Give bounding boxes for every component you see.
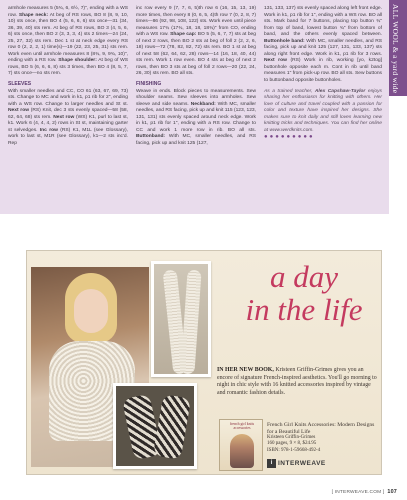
tagline-lead: IN HER NEW BOOK, [217,367,274,373]
col3-text-a: 131, 133, 137) sts evenly spaced along left front edge. Work in k1, p1 rib for 1", ending with a WS row. BO all sts. Mark band for 7 buttons, placing top button ¾" from top of band, lowest button ¾" from bottom of band, and the others evenly spaced between. [264,6,382,38]
shape-neck-label: Shape neck: [18,12,49,18]
note-intro: As a trained teacher, [264,88,315,94]
inc-row-label: Inc row [39,127,58,133]
column-3 [264,6,382,141]
book-pages-price: 160 pages, 9 × 8, $24.95 [267,441,317,447]
page-footer [332,489,397,495]
col2-text-a: inc row every 9 (7, 7, 6, 5)th row 6 (16, 15, 13, 19) more times, then every 8 (0, 6, 5, 4)th row 7 (0, 2, 8, 7) times—86 (92, 98, 108, 122) sts. Work even until piece measures 17¾ (17¾, 18, 18, 18¾)" from CO, ending with a WS row. [136,6,256,38]
book-cover-title: french girl knits accessories [229,422,255,431]
shape-shoulder-label: Shape shoulder: [58,58,97,64]
pattern-panel [0,0,389,214]
note-body: enjoys sharing her enthusiasm for knitting with others. Her love of culture and travel coupled with a passion for color and texture have inspired her designs. She makes sure to knit daily and still loves learning new knitting tricks and techniques. You can find her online at www.werdknits.com. [264,88,382,133]
book-author: Kristeen Griffin-Grimes [267,435,316,441]
col2-para2 [136,89,256,148]
publisher-logo[interactable] [267,459,326,468]
col1-text-e: (RS) Knit, dec 3 sts evenly spaced—58 (58, 62, 64, 68) sts rem. [8,108,128,120]
mitts-photo [113,383,197,469]
book-cover-image[interactable] [219,419,263,471]
col1-text-a: armhole measures 5 (5¾, 6, 6½, 7)", ending with a WS row. [8,6,128,18]
col2-para1 [136,6,256,78]
col2-text-d: With MC, smaller needles, and RS facing, pick up and knit 115 (123, 123, 131, 131) sts evenly spaced around neck edge. Work in k1, p1 rib for 1", ending with a RS row. Change to CC and work 1 more row in rib. BO all sts. [136,101,256,133]
side-tab-label: ALL WOOL & a yard wide [391,4,400,94]
buttonhole-band-label: Buttonhole band: [264,38,305,44]
next-row-label-2: Next row [53,114,75,120]
book-advertisement[interactable] [26,250,382,475]
col1-text-g: (RS) K1, M1L (see Glossary), work to last st, M1R (see Glossary), k1—2 sts inc'd. Rep [8,127,128,146]
ad-tagline [217,367,377,397]
decorative-dots: ●●●●●●●●● [264,134,315,141]
col1-para1 [8,6,128,78]
neckband-label: Neckband: [190,101,216,107]
book-isbn: ISBN: 978-1-59668-492-4 [267,447,321,453]
col2-text-e: With MC, smaller needles, and RS facing, pick up and knit 125 (127, [136,134,256,146]
publisher-name: INTERWEAVE [278,460,326,467]
col2-text-c: Weave in ends. Block pieces to measurements. Sew shoulder seams. Sew sleeves into armholes. Sew sleeve and side seams. [136,88,256,107]
ad-title [231,261,377,327]
shape-cap-label: Shape cap: [170,32,197,38]
face-shape [74,289,108,333]
book-title: French Girl Knits Accessories: Modern Designs for a Beautiful Life [267,422,375,435]
stocking-right [180,270,201,375]
designer-name: Alex Capshaw-Taylor [314,88,366,94]
col1-text-c: At beg of WS rows, BO 5 (6, 6, 6, 8) sts 3 times, then BO 4 (8, 5, 7, 7) sts once—no sts rem. [8,58,128,77]
next-row-label: Next row [8,108,29,114]
buttonband-label: Buttonband: [136,134,166,140]
page-number: 107 [387,489,397,495]
col1-text-f: (WS) K1, purl to last st, k1. Work 6 (4, 4, 4, 2) rows in St st, maintaining garter st selvedges. [8,114,129,133]
col2-text-b: BO 5 (5, 6, 7, 7) sts at beg of next 2 rows, then BO 2 sts at beg of foll 2 (2, 2, 6, 18) rows—72 (78, 82, 82, 72) sts rem. BO 1 st at beg of next 58 (62, 64, 62, 28) rows—14 (16, 18, 40, 44) sts rem. Work 1 row even. BO 4 sts at beg of next 2 rows, then BO 3 sts at beg of foll 2 rows—20 (22, 24, 26, 30) sts rem. BO all sts. [136,32,256,77]
book-details [267,422,377,454]
col1-para2 [8,89,128,148]
section-side-tab [389,0,407,96]
col3-para1 [264,6,382,85]
ad-title-line1: a day [269,259,338,294]
sleeves-heading: SLEEVES [8,81,32,88]
col3-text-c: (RS) Work in rib, working [yo, k2tog] buttonhole opposite each m. Cont in rib until band measures 1" from pick-up row. BO all sts. Sew buttons to buttonband opposite buttonholes. [264,58,383,84]
designer-note [264,89,382,135]
footer-site[interactable]: [ INTERWEAVE.COM ] [331,490,385,495]
book-cover-figure [230,434,254,468]
col3-text-b: With MC, smaller needles, and RS facing, pick up and knit 125 (127, 131, 133, 137) sts along right front edge. Work in k1, p1 rib for 3 rows. [264,38,382,57]
col1-text-b: At beg of RS rows, BO 8 (8, 9, 10, 10) sts once, then BO 4 (5, 6, 6, 6) sts once—31 (34, 36, 39, 40) sts rem. At beg of RS rows, BO 3 (4, 5, 6, 6) sts once, then BO 2 (3, 3, 3, 4) sts 2 times—24 (24, 25, 27, 32) sts rem. Dec 1 st at neck edge every RS row 0 (2, 2, 2, 1) time(s)—19 (22, 23, 25, 31) sts rem. Work even until armhole measures 8 (8¾, 9, 9¾, 10)", ending with a RS row. [8,12,129,64]
mitt-right [153,394,191,460]
ad-title-line2: in the life [245,292,363,327]
col1-text-d: With smaller needles and CC, CO 61 (63, 67, 69, 73) sts. Change to MC and work in k1, p1 rib for 2", ending with a WS row. Change to larger needles and St st. [8,88,128,107]
tagline-body: Kristeen Griffin-Grimes gives you an encore of signature French-inspired aesthetics. You'll go morning to night in chic style with 16 knitted accessories inspired by vintage and romantic fashion details. [217,367,377,396]
publisher-logo-icon: i [267,459,276,468]
column-2 [136,6,256,147]
stockings-photo [151,261,211,377]
next-row-label-3: Next row [264,58,287,64]
column-1 [8,6,128,147]
finishing-heading: FINISHING [136,81,162,88]
